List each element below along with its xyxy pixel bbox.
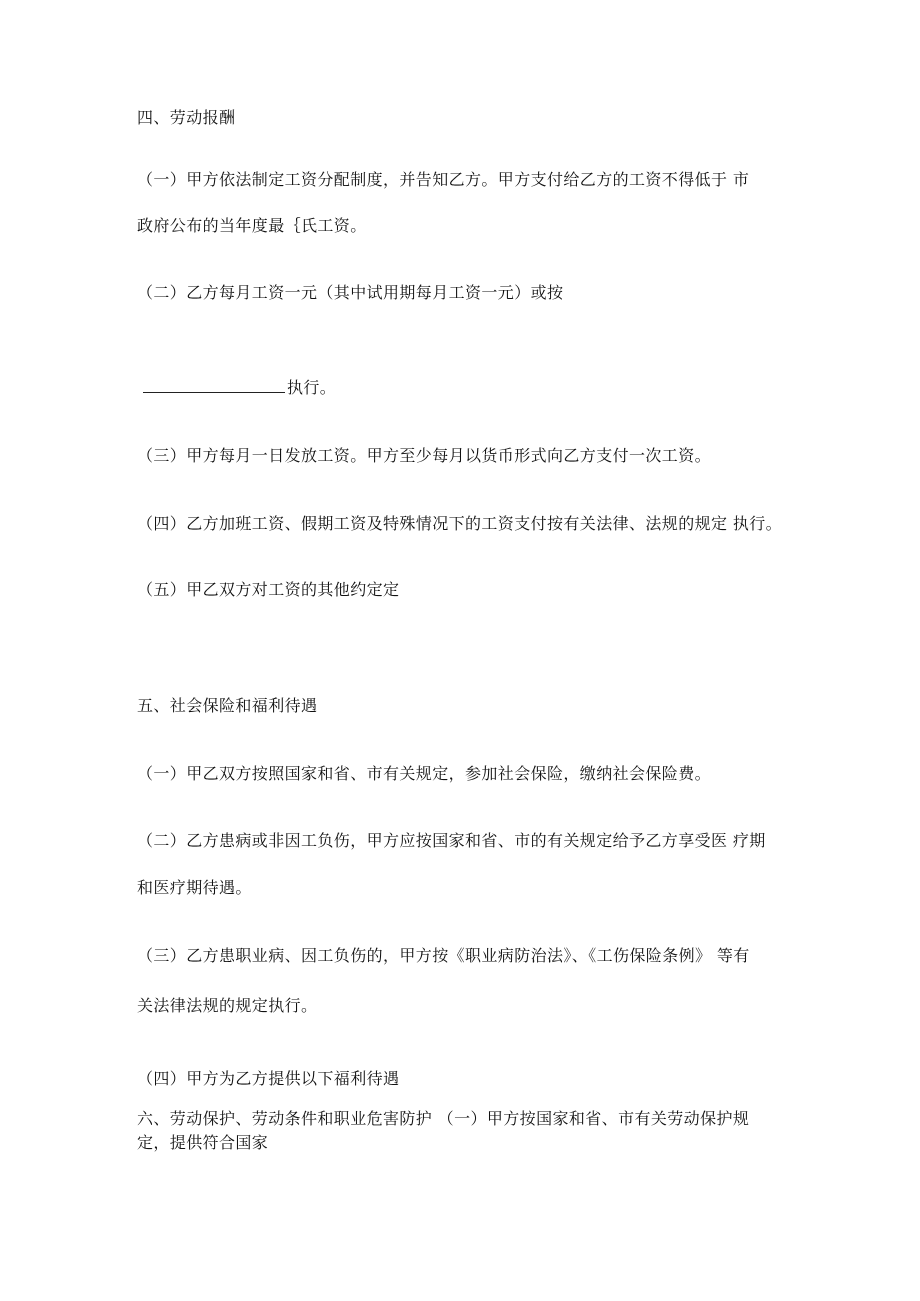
section-6-line-1: 六、劳动保护、劳动条件和职业危害防护 （一）甲方按国家和省、市有关劳动保护规 [137,1109,750,1128]
section-4-heading: 四、劳动报酬 [137,108,236,127]
section-4-item-2-line-2 [143,378,336,398]
section-4-item-2-suffix: 执行。 [287,378,337,397]
section-5-item-3-line-2: 关法律法规的规定执行。 [137,996,318,1015]
section-5-item-4: （四）甲方为乙方提供以下福利待遇 [137,1069,400,1088]
section-5-item-2-line-1: （二）乙方患病或非因工负伤，甲方应按国家和省、市的有关规定给予乙方享受医 疗期 [137,831,766,850]
section-4-item-4: （四）乙方加班工资、假期工资及特殊情况下的工资支付按有关法律、法规的规定 执行。 [137,514,783,533]
section-4-item-5: （五）甲乙双方对工资的其他约定定 [137,580,400,599]
section-5-item-1: （一）甲乙双方按照国家和省、市有关规定，参加社会保险，缴纳社会保险费。 [137,764,712,783]
fill-in-blank [143,378,285,393]
section-5-heading: 五、社会保险和福利待遇 [137,696,318,715]
section-4-item-2-line-1: （二）乙方每月工资一元（其中试用期每月工资一元）或按 [137,283,564,302]
section-4-item-3: （三）甲方每月一日发放工资。甲方至少每月以货币形式向乙方支付一次工资。 [137,446,712,465]
section-4-item-1-line-1: （一）甲方依法制定工资分配制度，并告知乙方。甲方支付给乙方的工资不得低于 市 [137,170,750,189]
section-5-item-2-line-2: 和医疗期待遇。 [137,878,252,897]
section-6-line-2: 定，提供符合国家 [137,1133,269,1152]
section-4-item-1-line-2: 政府公布的当年度最｛氏工资。 [137,216,367,235]
section-5-item-3-line-1: （三）乙方患职业病、因工负伤的，甲方按《职业病防治法》、《工伤保险条例》 等有 [137,946,750,965]
